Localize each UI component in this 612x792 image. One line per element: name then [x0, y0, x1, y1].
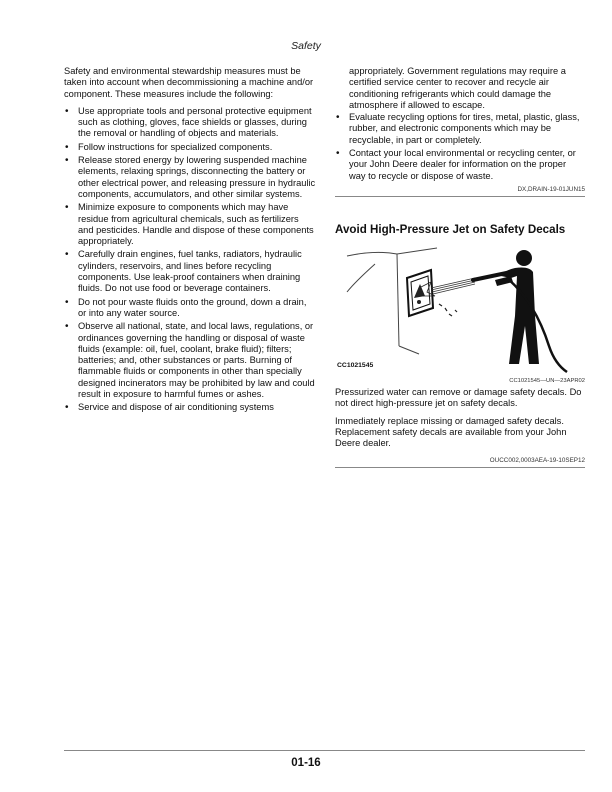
bullet-item: • Minimize exposure to components which may have residue from agricultural chemicals, such as fertilizers and pesticides. Handle and dispose of these components appropriately. [64, 202, 316, 247]
figure-id-label: CC1021545 [337, 361, 374, 369]
bullet-item: • Evaluate recycling options for tires, metal, plastic, glass, rubber, and electronic components which may be recyclable, in part or completely. [335, 112, 585, 146]
bullet-item: • Follow instructions for specialized components. [64, 142, 316, 153]
bullet-item: • Observe all national, state, and local laws, regulations, or ordinances governing the handling or disposal of waste fluids (example: oil, fuel, coolant, brake fluid); filters; batteries; and, other substances or parts. Burning of flammable fluids or components in other than specially designed incinerators may be prohibited by law and could result in exposure to harmful fumes or ashes. [64, 321, 316, 400]
bullet-item: • Contact your local environmental or recycling center, or your John Deere dealer for information on the proper way to recycle or dispose of waste. [335, 148, 585, 182]
decommission-bullet-list [64, 106, 316, 414]
body-paragraph: Immediately replace missing or damaged safety decals. Replacement safety decals are available from your John Deere dealer. [335, 415, 567, 449]
page-number: 01-16 [291, 757, 321, 769]
bullet-item: • Release stored energy by lowering suspended machine elements, relaxing springs, disconnecting the battery or other electrical power, and releasing pressure in hydraulic components, accumulators, and other similar systems. [64, 155, 316, 200]
page-header: Safety [291, 40, 321, 52]
bullet-item: • Do not pour waste fluids onto the ground, down a drain, or into any water source. [64, 297, 316, 320]
bullet-item: • Use appropriate tools and personal protective equipment such as clothing, gloves, face shields or glasses, during the removal or handling of objects and materials. [64, 106, 316, 140]
reference-code: DX,DRAIN-19-01JUN15 [335, 184, 585, 197]
bullet-item: • Service and dispose of air conditioning systems [64, 402, 316, 413]
continued-bullet-text: appropriately. Government regulations may require a certified service center to recover and recycle air conditioning refrigerants which could damage the atmosphere if allowed to escape. [349, 66, 566, 110]
footer-divider [64, 750, 585, 751]
body-paragraph: Pressurized water can remove or damage safety decals. Do not direct high-pressure jet on safety decals. [335, 386, 582, 409]
pressure-washer-drawing [335, 246, 585, 376]
left-column [64, 66, 316, 416]
right-column [335, 66, 585, 468]
recycling-bullet-list [335, 112, 585, 182]
figure-caption: CC1021545—UN—23APR02 [509, 377, 585, 384]
intro-paragraph: Safety and environmental stewardship measures must be taken into account when decommissioning a machine and/or component. These measures include the following: [64, 66, 314, 99]
reference-code: OUCC002,0003AEA-19-10SEP12 [335, 455, 585, 468]
pressure-washer-illustration [335, 246, 585, 376]
section-title: Avoid High-Pressure Jet on Safety Decals [335, 222, 566, 236]
bullet-item: • Carefully drain engines, fuel tanks, radiators, hydraulic cylinders, reservoirs, and lines before recycling components. Use leak-proof containers when draining fluids. Do not use food or beverage containers. [64, 249, 316, 294]
